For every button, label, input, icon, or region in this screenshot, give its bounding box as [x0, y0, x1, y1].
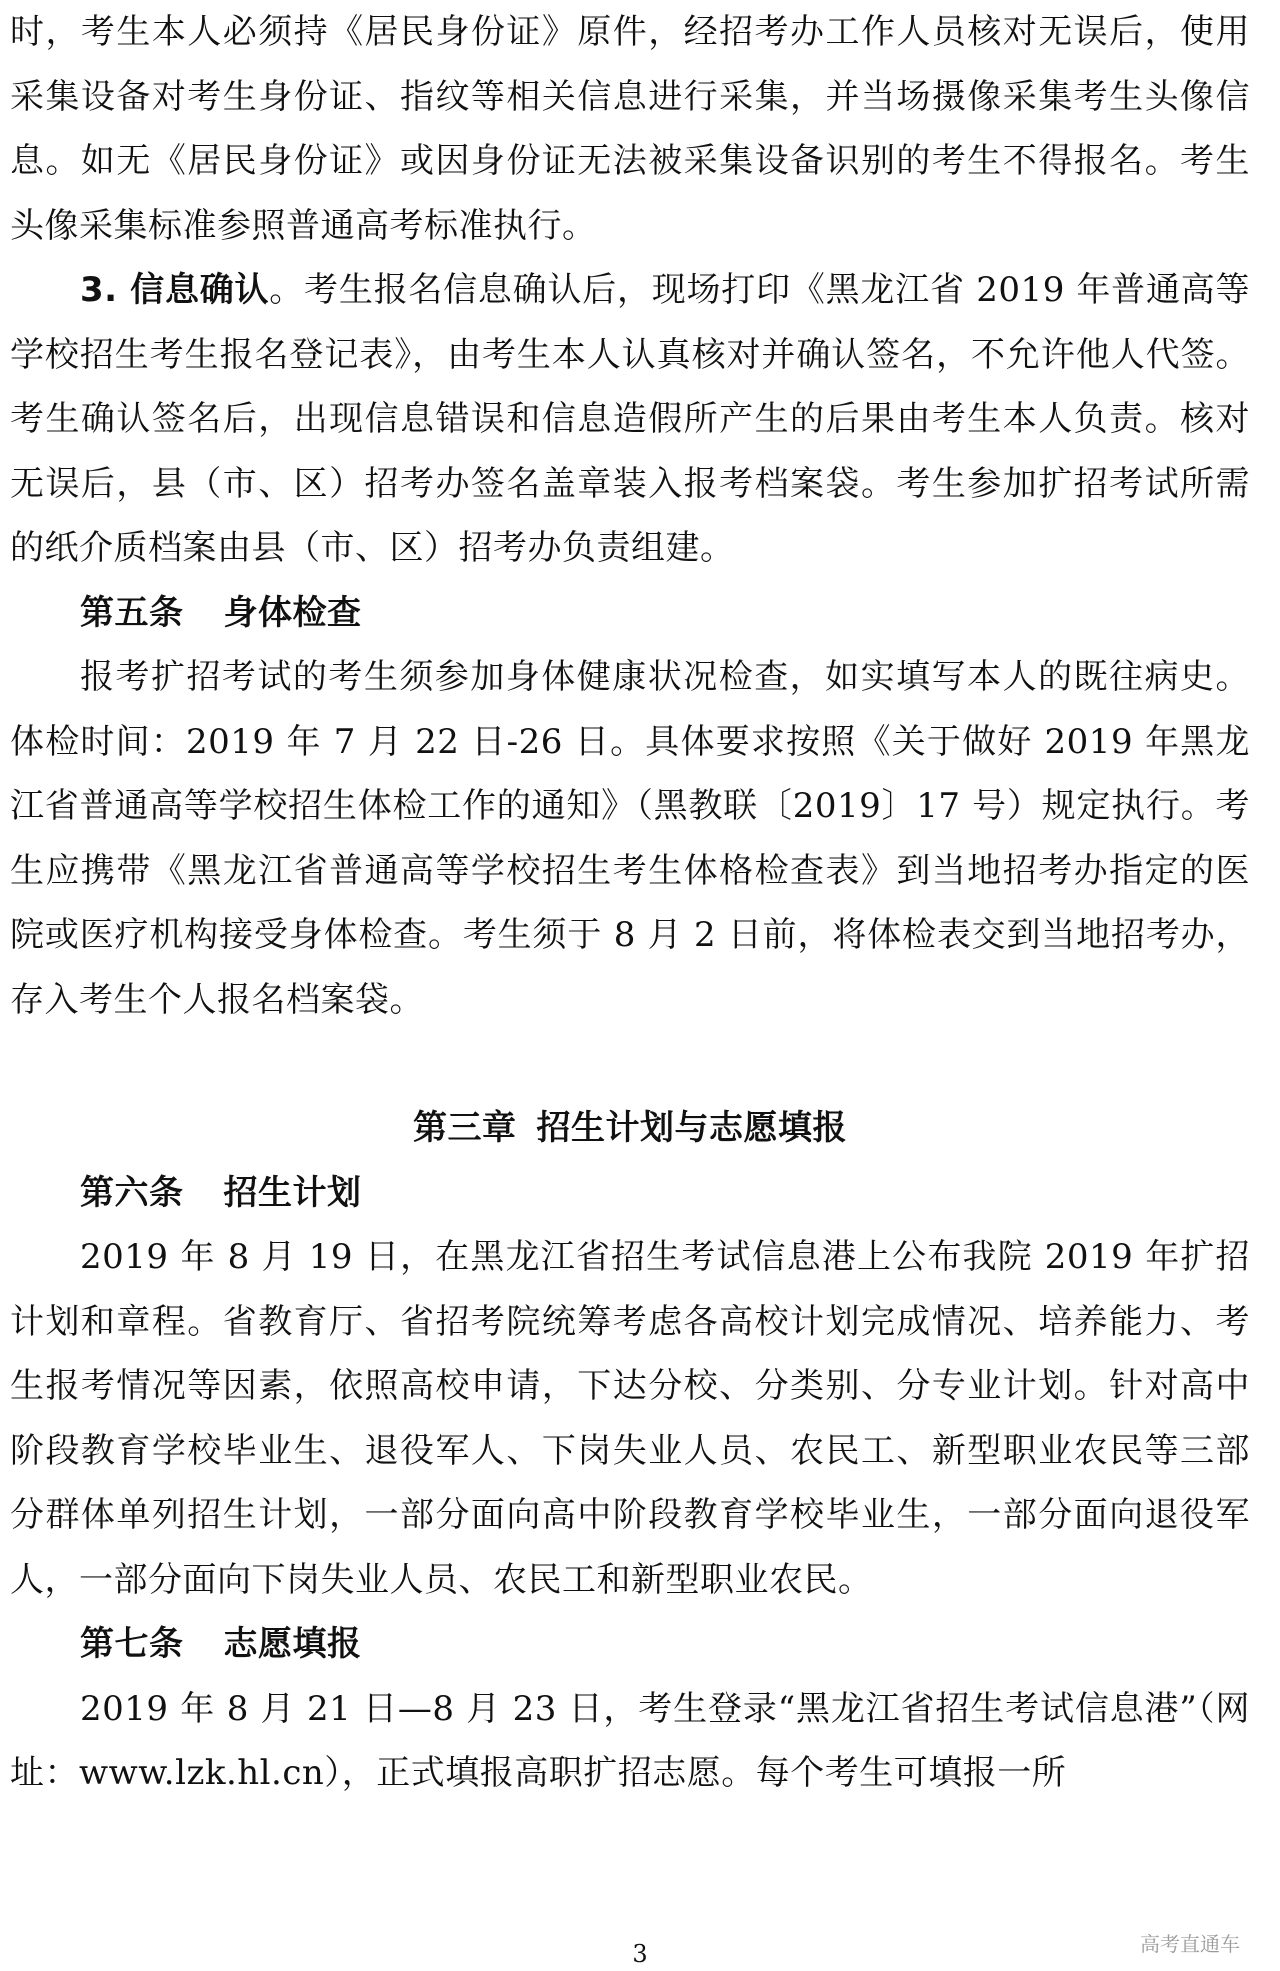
chapter-title: 招生计划与志愿填报 — [536, 1108, 847, 1148]
chapter-3-heading — [10, 1096, 1250, 1161]
article-5-heading — [10, 581, 1250, 646]
chapter-number: 第三章 — [413, 1108, 517, 1148]
article-number: 第七条 — [80, 1624, 184, 1664]
sub-item-text: 。考生报名信息确认后，现场打印《黑龙江省 2019 年普通高等学校招生考生报名登记表》，由考生本人认真核对并确认签名，不允许他人代签。考生确认签名后，出现信息错误和信息造假所产生的后果由考生本人负责。核对无误后，县（市、区）招考办签名盖章装入报考档案袋。考生参加扩招考试所需的纸介质档案由县（市、区）招考办负责组建。 — [10, 270, 1250, 568]
paragraph-enrollment-plan: 2019 年 8 月 19 日，在黑龙江省招生考试信息港上公布我院 2019 年扩招计划和章程。省教育厅、省招考院统筹考虑各高校计划完成情况、培养能力、考生报考情况等因素，依照高校申请，下达分校、分类别、分专业计划。针对高中阶段教育学校毕业生、退役军人、下岗失业人员、农民工、新型职业农民等三部分群体单列招生计划，一部分面向高中阶段教育学校毕业生，一部分面向退役军人，一部分面向下岗失业人员、农民工和新型职业农民。 — [10, 1237, 1250, 1600]
article-title: 志愿填报 — [223, 1624, 362, 1664]
paragraph-identity-collection: 时，考生本人必须持《居民身份证》原件，经招考办工作人员核对无误后，使用采集设备对考生身份证、指纹等相关信息进行采集，并当场摄像采集考生头像信息。如无《居民身份证》或因身份证无法被采集设备识别的考生不得报名。考生头像采集标准参照普通高考标准执行。 — [10, 12, 1250, 246]
watermark-text: 高考直通车 — [1140, 1932, 1240, 1956]
article-title: 招生计划 — [223, 1172, 362, 1213]
paragraph-physical-exam: 报考扩招考试的考生须参加身体健康状况检查，如实填写本人的既往病史。体检时间：2019 年 7 月 22 日-26 日。具体要求按照《关于做好 2019 年黑龙江省普通高等学校招生体检工作的通知》（黑教联〔2019〕17 号）规定执行。考生应携带《黑龙江省普通高等学校招生考生体格检查表》到当地招考办指定的医院或医疗机构接受身体检查。考生须于 8 月 2 日前，将体检表交到当地招考办，存入考生个人报名档案袋。 — [10, 657, 1250, 1020]
document-page — [10, 0, 1250, 1806]
article-number: 第六条 — [80, 1172, 184, 1213]
paragraph-application-filling: 2019 年 8 月 21 日—8 月 23 日，考生登录“黑龙江省招生考试信息港”（网址：www.lzk.hl.cn），正式填报高职扩招志愿。每个考生可填报一所 — [10, 1688, 1250, 1793]
article-6-heading — [10, 1161, 1250, 1226]
paragraph-info-confirmation — [10, 258, 1250, 581]
article-7-heading — [10, 1612, 1250, 1677]
page-number: 3 — [632, 1940, 648, 1968]
article-title: 身体检查 — [223, 592, 362, 633]
sub-item-label: 3. 信息确认 — [80, 270, 270, 310]
article-number: 第五条 — [80, 592, 184, 633]
